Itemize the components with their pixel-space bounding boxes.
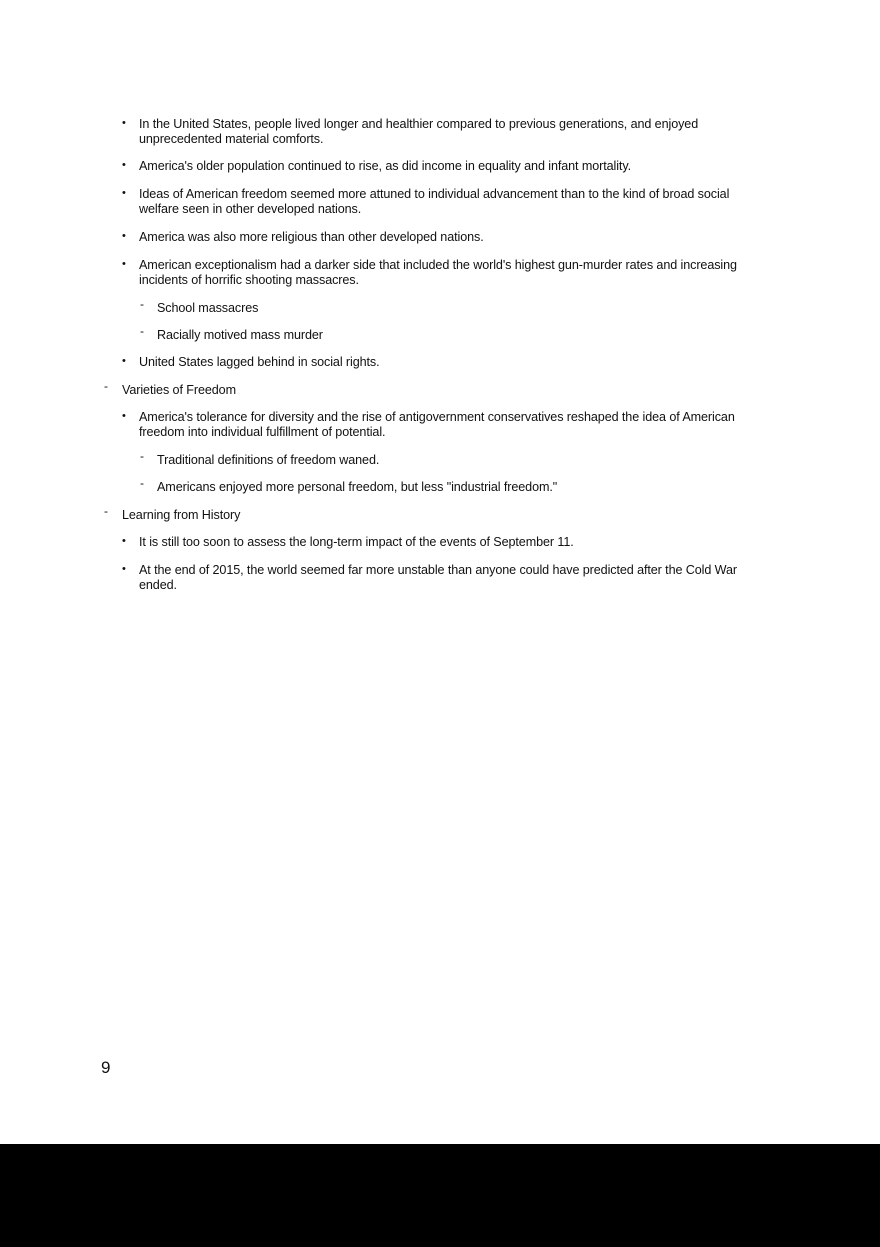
bullet-icon: • bbox=[122, 159, 126, 171]
sub-bullet-item bbox=[140, 476, 780, 495]
dash-icon: - bbox=[104, 379, 108, 393]
bullet-item bbox=[122, 355, 772, 370]
bullet-item bbox=[122, 258, 772, 288]
sub-bullet-text: Racially motived mass murder bbox=[157, 328, 323, 342]
bullet-text: In the United States, people lived longer and healthier compared to previous generations, and enjoyed unprecedented material comforts. bbox=[139, 117, 699, 146]
dash-icon: - bbox=[140, 476, 144, 490]
bullet-item bbox=[122, 535, 772, 550]
bullet-text: United States lagged behind in social rights. bbox=[139, 355, 380, 369]
bullet-item bbox=[122, 230, 772, 245]
bullet-text: At the end of 2015, the world seemed far more unstable than anyone could have predicted after the Cold War ended. bbox=[139, 563, 738, 592]
dash-icon: - bbox=[140, 324, 144, 338]
sub-bullet-item bbox=[140, 324, 780, 343]
bullet-item bbox=[122, 563, 772, 593]
section-heading: Learning from History bbox=[122, 508, 241, 522]
bullet-text: America's older population continued to rise, as did income in equality and infant mortality. bbox=[139, 159, 631, 173]
bullet-icon: • bbox=[122, 535, 126, 547]
bullet-text: America's tolerance for diversity and the rise of antigovernment conservatives reshaped the idea of American freedom into individual fulfillment of potential. bbox=[139, 410, 735, 439]
bullet-icon: • bbox=[122, 258, 126, 270]
bullet-text: It is still too soon to assess the long-term impact of the events of September 11. bbox=[139, 535, 574, 549]
sub-bullet-item bbox=[140, 449, 780, 468]
section-heading: Varieties of Freedom bbox=[122, 383, 236, 397]
sub-bullet-text: School massacres bbox=[157, 301, 259, 315]
sub-bullet-text: Americans enjoyed more personal freedom, but less "industrial freedom." bbox=[157, 480, 558, 494]
sub-bullet-item bbox=[140, 297, 780, 316]
bullet-icon: • bbox=[122, 187, 126, 199]
bullet-item bbox=[122, 410, 772, 440]
bullet-text: American exceptionalism had a darker side that included the world's highest gun-murder rates and increasing incidents of horrific shooting massacres. bbox=[139, 258, 737, 287]
bullet-icon: • bbox=[122, 563, 126, 575]
bullet-icon: • bbox=[122, 355, 126, 367]
section-heading-item bbox=[104, 504, 241, 523]
bullet-text: America was also more religious than other developed nations. bbox=[139, 230, 484, 244]
section-heading-item bbox=[104, 379, 236, 398]
dash-icon: - bbox=[140, 449, 144, 463]
dash-icon: - bbox=[104, 504, 108, 518]
viewer-background bbox=[0, 1144, 880, 1247]
sub-bullet-text: Traditional definitions of freedom waned. bbox=[157, 453, 380, 467]
bullet-item bbox=[122, 117, 772, 147]
dash-icon: - bbox=[140, 297, 144, 311]
bullet-icon: • bbox=[122, 117, 126, 129]
bullet-icon: • bbox=[122, 410, 126, 422]
bullet-item bbox=[122, 159, 772, 174]
bullet-icon: • bbox=[122, 230, 126, 242]
page-number: 9 bbox=[101, 1058, 111, 1077]
bullet-item bbox=[122, 187, 772, 217]
bullet-text: Ideas of American freedom seemed more attuned to individual advancement than to the kind of broad social welfare seen in other developed nations. bbox=[139, 187, 730, 216]
